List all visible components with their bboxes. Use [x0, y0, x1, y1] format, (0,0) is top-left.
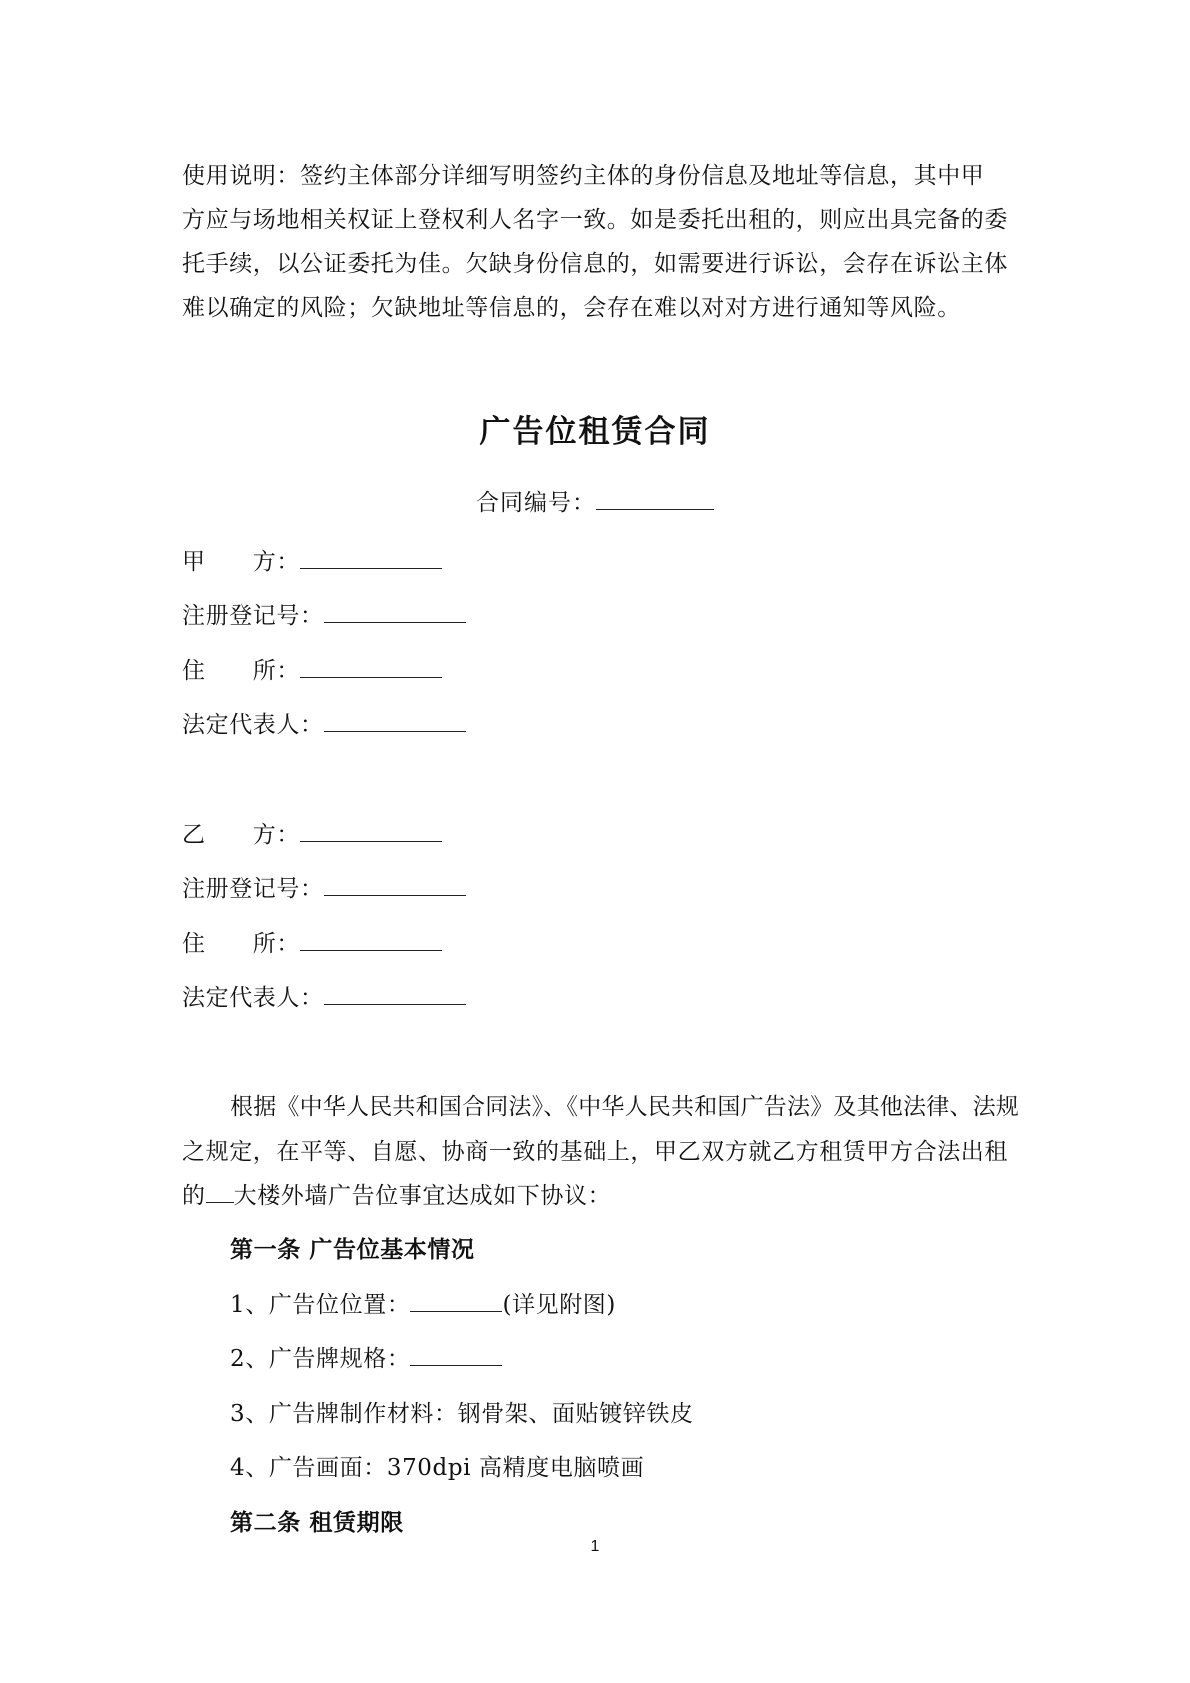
contract-title: 广告位租赁合同: [479, 414, 711, 450]
party-a-reg-blank[interactable]: [324, 602, 466, 623]
party-a-reg-label: 注册登记号：: [182, 603, 324, 629]
ad-size-blank[interactable]: [410, 1345, 502, 1366]
ad-location-label: 1、广告位位置：: [230, 1292, 411, 1318]
party-a-rep-blank[interactable]: [324, 711, 466, 732]
building-name-blank[interactable]: [206, 1182, 234, 1203]
contract-number-blank[interactable]: [596, 489, 714, 510]
party-b-rep-label: 法定代表人：: [182, 985, 324, 1011]
article-1-item-4: 4、广告画面：370dpi 高精度电脑喷画: [230, 1455, 645, 1481]
party-a-address-row: [182, 656, 442, 686]
preamble-line-2: 之规定，在平等、自愿、协商一致的基础上，甲乙双方就乙方租赁甲方合法出租: [182, 1139, 1008, 1165]
page-number: 1: [590, 1538, 600, 1555]
article-2-heading: 第二条 租赁期限: [230, 1509, 404, 1536]
instructions-line-4: 难以确定的风险；欠缺地址等信息的，会存在难以对对方进行通知等风险。: [182, 295, 961, 321]
party-b-address-label: 住 所：: [182, 931, 300, 957]
article-1-item-1: [230, 1290, 616, 1320]
preamble-line-3-suffix: 大楼外墙广告位事宜达成如下协议：: [233, 1183, 612, 1209]
preamble-line-1: 根据《中华人民共和国合同法》、《中华人民共和国广告法》及其他法律、法规: [230, 1094, 1019, 1120]
party-b-address-row: [182, 929, 442, 959]
article-1-heading: 第一条 广告位基本情况: [230, 1236, 475, 1263]
instructions-line-2: 方应与场地相关权证上登权利人名字一致。如是委托出租的，则应出具完备的委: [182, 207, 1008, 233]
contract-number-row: [0, 488, 1190, 518]
preamble-line-3: [182, 1181, 611, 1211]
ad-location-blank[interactable]: [410, 1291, 502, 1312]
instructions-line-3: 托手续，以公证委托为佳。欠缺身份信息的，如需要进行诉讼，会存在诉讼主体: [182, 251, 1008, 277]
ad-size-label: 2、广告牌规格：: [230, 1346, 411, 1372]
party-b-reg-blank[interactable]: [324, 875, 466, 896]
party-a-name-row: [182, 547, 442, 577]
contract-number-label: 合同编号：: [476, 490, 596, 516]
party-b-address-blank[interactable]: [300, 930, 442, 951]
party-b-name-blank[interactable]: [300, 821, 442, 842]
party-b-rep-row: [182, 983, 466, 1013]
party-b-rep-blank[interactable]: [324, 984, 466, 1005]
party-b-reg-row: [182, 874, 466, 904]
party-a-reg-row: [182, 601, 466, 631]
party-a-rep-row: [182, 710, 466, 740]
party-b-reg-label: 注册登记号：: [182, 876, 324, 902]
party-a-rep-label: 法定代表人：: [182, 712, 324, 738]
party-a-address-blank[interactable]: [300, 657, 442, 678]
instructions-line-1: 使用说明：签约主体部分详细写明签约主体的身份信息及地址等信息，其中甲: [182, 163, 985, 189]
party-b-name-row: [182, 820, 442, 850]
party-a-name-label: 甲 方：: [182, 549, 300, 575]
article-1-item-2: [230, 1344, 502, 1374]
ad-location-suffix: (详见附图): [502, 1292, 616, 1318]
article-1-item-3: 3、广告牌制作材料：钢骨架、面贴镀锌铁皮: [230, 1401, 694, 1427]
party-a-name-blank[interactable]: [300, 548, 442, 569]
preamble-line-3-prefix: 的: [182, 1183, 206, 1209]
party-a-address-label: 住 所：: [182, 658, 300, 684]
party-b-name-label: 乙 方：: [182, 822, 300, 848]
